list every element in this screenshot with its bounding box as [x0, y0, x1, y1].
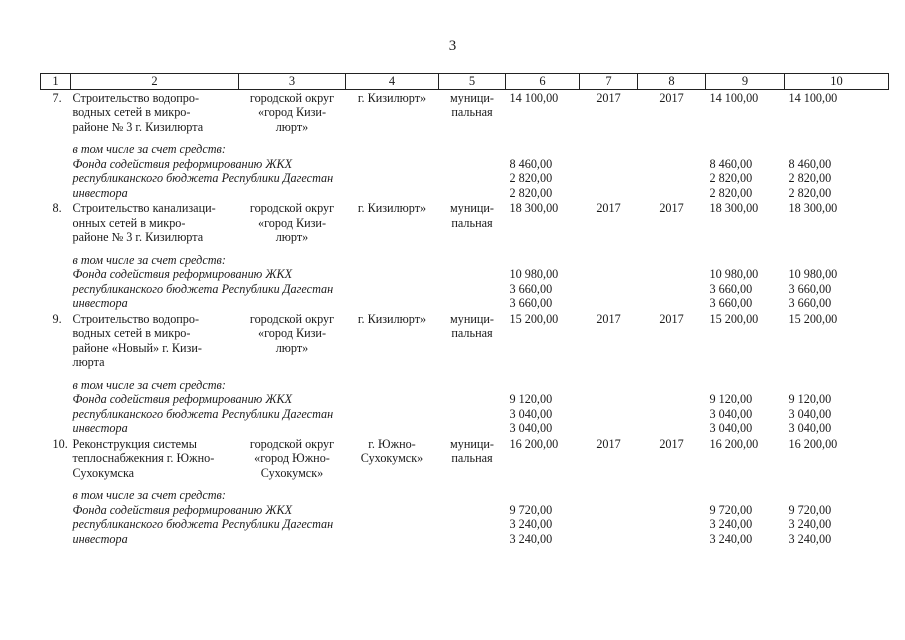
source-amount-col9: 8 460,00 [709, 156, 753, 171]
empty-cell [506, 378, 889, 393]
project-name-line: люрта [72, 355, 105, 369]
source-row-fund [41, 392, 889, 407]
table-body [41, 89, 889, 546]
source-row-fund [41, 157, 889, 172]
source-amount-col6: 3 240,00 [509, 517, 553, 531]
investment-table [40, 73, 889, 546]
row-number: 9. [52, 311, 62, 326]
ownership [439, 436, 506, 481]
source-amount-col6: 2 820,00 [509, 185, 553, 200]
empty-cell [41, 157, 71, 172]
empty-cell [41, 171, 71, 186]
empty-cell [580, 421, 638, 436]
empty-cell [41, 392, 71, 407]
source-row-fund [41, 267, 889, 282]
year-start: 2017 [596, 436, 621, 451]
source-amount-col10: 3 040,00 [788, 406, 832, 421]
district-line: городской округ [249, 436, 335, 451]
source-label: Фонда содействия реформированию ЖКХ [72, 156, 293, 171]
source-amount-col10: 2 820,00 [788, 171, 832, 185]
header-cell-1: 1 [41, 74, 71, 90]
locality-line: г. Южно- [368, 436, 416, 451]
empty-cell [580, 282, 638, 297]
source-amount-col10: 8 460,00 [788, 156, 832, 171]
locality [346, 89, 439, 134]
source-amount-col6: 9 120,00 [509, 392, 553, 406]
locality-line: г. Кизилюрт» [357, 90, 427, 105]
ownership-line: муници- [450, 311, 494, 326]
year-start: 2017 [596, 311, 621, 326]
source-row-republic [41, 407, 889, 422]
source-amount-col10: 3 660,00 [788, 296, 832, 310]
project-name [71, 200, 239, 245]
header-cell-7: 7 [580, 74, 638, 90]
empty-cell [638, 532, 706, 547]
source-label: республиканского бюджета Республики Дагестан [72, 171, 334, 185]
year-end: 2017 [659, 90, 684, 105]
source-row-investor [41, 186, 889, 201]
project-name-line: районе № 3 г. Кизилюрта [72, 230, 204, 244]
source-label: республиканского бюджета Республики Дагестан [72, 281, 334, 296]
sources-subheader: в том числе за счет средств: [72, 252, 226, 267]
district-line: городской округ [249, 201, 335, 215]
source-label: Фонда содействия реформированию ЖКХ [72, 502, 293, 517]
empty-cell [638, 171, 706, 186]
project-name-line: онных сетей в микро- [72, 215, 186, 230]
empty-cell [580, 503, 638, 518]
amount-col10: 15 200,00 [788, 311, 838, 326]
source-row-investor [41, 296, 889, 311]
project-name-line: Сухокумска [72, 465, 135, 480]
empty-cell [41, 378, 71, 393]
table-row [41, 436, 889, 481]
empty-cell [580, 186, 638, 201]
empty-cell [41, 407, 71, 422]
source-row-investor [41, 532, 889, 547]
source-amount-col6: 3 240,00 [509, 531, 553, 546]
header-cell-10: 10 [785, 74, 889, 90]
locality [346, 200, 439, 245]
project-name-line: водных сетей в микро- [72, 105, 191, 119]
source-amount-col10: 3 240,00 [788, 517, 832, 531]
source-amount-col6: 3 040,00 [509, 406, 553, 421]
row-spacer [41, 245, 889, 253]
year-end: 2017 [659, 311, 684, 326]
empty-cell [41, 267, 71, 282]
ownership [439, 311, 506, 370]
header-row [41, 74, 889, 90]
source-label: инвестора [72, 531, 128, 546]
subheader-row [41, 488, 889, 503]
amount-col10: 14 100,00 [788, 90, 838, 105]
source-label: республиканского бюджета Республики Дагестан [72, 517, 334, 531]
year-end: 2017 [659, 436, 684, 451]
header-cell-9: 9 [706, 74, 785, 90]
empty-cell [638, 517, 706, 532]
spacer-cell [41, 370, 889, 378]
source-amount-col9: 2 820,00 [709, 171, 753, 185]
empty-cell [41, 532, 71, 547]
empty-cell [638, 392, 706, 407]
empty-cell [638, 296, 706, 311]
ownership [439, 89, 506, 134]
empty-cell [638, 407, 706, 422]
district [239, 89, 346, 134]
year-start: 2017 [596, 201, 621, 215]
source-amount-col6: 8 460,00 [509, 156, 553, 171]
source-amount-col10: 3 240,00 [788, 531, 832, 546]
empty-cell [580, 517, 638, 532]
ownership-line: пальная [451, 105, 493, 119]
source-amount-col9: 3 660,00 [709, 281, 753, 296]
source-amount-col9: 3 240,00 [709, 531, 753, 546]
source-amount-col9: 3 040,00 [709, 421, 753, 435]
source-label: инвестора [72, 296, 128, 310]
project-name-line: теплоснабжекния г. Южно- [72, 451, 215, 465]
locality-line: г. Кизилюрт» [357, 201, 427, 215]
source-row-republic [41, 282, 889, 297]
source-amount-col9: 9 720,00 [709, 502, 753, 517]
empty-cell [638, 186, 706, 201]
empty-cell [41, 488, 71, 503]
empty-cell [506, 488, 889, 503]
page-number: 3 [448, 38, 457, 54]
empty-cell [506, 253, 889, 268]
project-name-line: Строительство канализаци- [72, 201, 216, 215]
district-line: люрт» [275, 340, 309, 355]
source-amount-col6: 3 660,00 [509, 296, 553, 310]
sources-subheader: в том числе за счет средств: [72, 142, 226, 156]
source-row-republic [41, 517, 889, 532]
source-amount-col6: 9 720,00 [509, 502, 553, 517]
ownership-line: пальная [451, 215, 493, 230]
header-cell-3: 3 [239, 74, 346, 90]
empty-cell [638, 267, 706, 282]
district-line: «город Южно- [254, 451, 330, 465]
ownership-line: пальная [451, 451, 493, 465]
row-spacer [41, 134, 889, 142]
ownership-line: муници- [450, 436, 494, 451]
source-amount-col9: 10 980,00 [709, 267, 759, 281]
source-row-fund [41, 503, 889, 518]
spacer-cell [41, 245, 889, 253]
source-label: Фонда содействия реформированию ЖКХ [72, 392, 293, 406]
project-name [71, 436, 239, 481]
source-amount-col6: 3 040,00 [509, 421, 553, 435]
empty-cell [41, 253, 71, 268]
source-amount-col10: 3 040,00 [788, 421, 832, 435]
project-name-line: районе «Новый» г. Кизи- [72, 340, 202, 355]
source-amount-col9: 3 040,00 [709, 406, 753, 421]
ownership-line: пальная [451, 326, 493, 340]
header-cell-4: 4 [346, 74, 439, 90]
source-amount-col9: 9 120,00 [709, 392, 753, 406]
empty-cell [638, 503, 706, 518]
district-line: Сухокумск» [260, 465, 324, 480]
total-cost: 16 200,00 [509, 436, 559, 451]
source-amount-col9: 2 820,00 [709, 185, 753, 200]
header-cell-6: 6 [506, 74, 580, 90]
district-line: городской округ [249, 311, 335, 326]
year-start: 2017 [596, 90, 621, 105]
table-row [41, 311, 889, 370]
total-cost: 14 100,00 [509, 90, 559, 105]
empty-cell [41, 503, 71, 518]
district-line: «город Кизи- [257, 326, 326, 340]
amount-col10: 18 300,00 [788, 201, 838, 215]
district-line: «город Кизи- [257, 105, 326, 119]
source-amount-col10: 2 820,00 [788, 185, 832, 200]
locality [346, 311, 439, 370]
source-amount-col10: 9 120,00 [788, 392, 832, 406]
district [239, 436, 346, 481]
source-amount-col6: 10 980,00 [509, 267, 559, 281]
year-end: 2017 [659, 201, 684, 215]
empty-cell [580, 407, 638, 422]
amount-col9: 15 200,00 [709, 311, 759, 326]
source-label: инвестора [72, 421, 128, 435]
project-name [71, 89, 239, 134]
total-cost: 15 200,00 [509, 311, 559, 326]
district-line: люрт» [275, 119, 309, 134]
empty-cell [638, 157, 706, 172]
source-amount-col10: 3 660,00 [788, 281, 832, 296]
empty-cell [638, 421, 706, 436]
spacer-cell [41, 480, 889, 488]
header-cell-5: 5 [439, 74, 506, 90]
table-row [41, 89, 889, 134]
project-name-line: Строительство водопро- [72, 311, 200, 326]
ownership-line: муници- [450, 201, 494, 215]
subheader-row [41, 378, 889, 393]
empty-cell [41, 421, 71, 436]
source-amount-col9: 3 660,00 [709, 296, 753, 310]
empty-cell [580, 392, 638, 407]
source-amount-col10: 10 980,00 [788, 267, 838, 281]
project-name-line: Реконструкция системы [72, 436, 197, 451]
locality [346, 436, 439, 481]
row-number: 7. [52, 90, 62, 105]
district-line: люрт» [275, 230, 309, 244]
row-number: 8. [52, 201, 62, 215]
empty-cell [41, 517, 71, 532]
row-spacer [41, 480, 889, 488]
subheader-row [41, 142, 889, 157]
project-name [71, 311, 239, 370]
source-row-republic [41, 171, 889, 186]
district-line: «город Кизи- [257, 215, 326, 230]
amount-col9: 14 100,00 [709, 90, 759, 105]
project-name-line: районе № 3 г. Кизилюрта [72, 119, 204, 134]
spacer-cell [41, 134, 889, 142]
source-label: инвестора [72, 185, 128, 200]
sources-subheader: в том числе за счет средств: [72, 488, 226, 502]
empty-cell [580, 267, 638, 282]
empty-cell [580, 157, 638, 172]
sources-subheader: в том числе за счет средств: [72, 377, 226, 392]
total-cost: 18 300,00 [509, 201, 559, 215]
amount-col9: 18 300,00 [709, 201, 759, 215]
empty-cell [638, 282, 706, 297]
empty-cell [580, 171, 638, 186]
source-label: республиканского бюджета Республики Дагестан [72, 406, 334, 421]
ownership-line: муници- [450, 90, 494, 105]
project-name-line: Строительство водопро- [72, 90, 200, 105]
empty-cell [506, 142, 889, 157]
district-line: городской округ [249, 90, 335, 105]
amount-col9: 16 200,00 [709, 436, 759, 451]
empty-cell [41, 186, 71, 201]
table-row [41, 200, 889, 245]
source-amount-col6: 3 660,00 [509, 281, 553, 296]
project-name-line: водных сетей в микро- [72, 326, 191, 340]
empty-cell [41, 142, 71, 157]
source-amount-col10: 9 720,00 [788, 502, 832, 517]
amount-col10: 16 200,00 [788, 436, 838, 451]
empty-cell [41, 282, 71, 297]
district [239, 311, 346, 370]
header-cell-2: 2 [71, 74, 239, 90]
empty-cell [580, 296, 638, 311]
row-number: 10. [52, 436, 68, 451]
empty-cell [580, 532, 638, 547]
source-amount-col9: 3 240,00 [709, 517, 753, 531]
empty-cell [41, 296, 71, 311]
source-label: Фонда содействия реформированию ЖКХ [72, 267, 293, 281]
header-cell-8: 8 [638, 74, 706, 90]
source-row-investor [41, 421, 889, 436]
ownership [439, 200, 506, 245]
source-amount-col6: 2 820,00 [509, 171, 553, 185]
subheader-row [41, 253, 889, 268]
district [239, 200, 346, 245]
row-spacer [41, 370, 889, 378]
locality-line: г. Кизилюрт» [357, 311, 427, 326]
locality-line: Сухокумск» [360, 451, 424, 465]
